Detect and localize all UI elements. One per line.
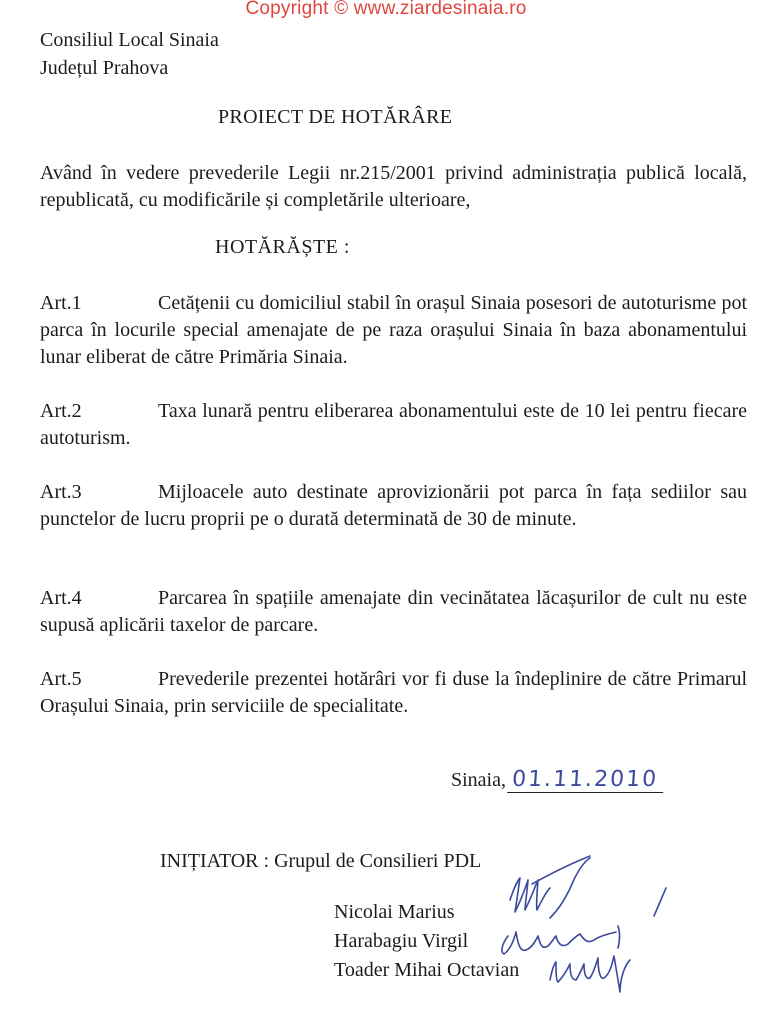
preamble-paragraph: Având în vedere prevederile Legii nr.215/2001 privind administrația publică locală, republicată, cu modificările și completările ulterioare,	[40, 162, 747, 211]
issuer-header	[40, 26, 219, 82]
article-label: Art.1	[40, 292, 82, 314]
initiator-line: INIȚIATOR : Grupul de Consilieri PDL	[160, 850, 482, 872]
article-text: Prevederile prezentei hotărâri vor fi duse la îndeplinire de către Primarul Orașului Sinaia, prin serviciile de specialitate.	[40, 668, 747, 717]
handwritten-signatures	[480, 840, 680, 1000]
article-text: Cetățenii cu domiciliul stabil în orașul Sinaia posesori de autoturisme pot parca în locurile special amenajate de pe raza orașului Sinaia în baza abonamentului lunar eliberat de către Primăria Sinaia.	[40, 292, 747, 368]
article-text: Mijloacele auto destinate aprovizionării pot parca în fața sediilor sau punctelor de lucru proprii pe o durată determinată de 30 de minute.	[40, 481, 747, 530]
place-and-date	[451, 768, 664, 793]
signature-mark	[654, 888, 666, 916]
place-name: Sinaia,	[451, 769, 506, 791]
council-name: Consiliul Local Sinaia	[40, 29, 219, 51]
article-5	[40, 666, 747, 720]
article-3	[40, 479, 747, 533]
signer-name: Harabagiu Virgil	[334, 930, 469, 952]
signature-mark	[510, 878, 550, 912]
signer-name: Toader Mihai Octavian	[334, 959, 520, 981]
article-label: Art.5	[40, 668, 82, 690]
decision-heading: HOTĂRĂȘTE :	[215, 236, 350, 258]
signer-name: Nicolai Marius	[334, 901, 455, 923]
article-label: Art.2	[40, 400, 82, 422]
copyright-watermark: Copyright © www.ziardesinaia.ro	[245, 0, 527, 19]
signature-mark	[550, 956, 630, 992]
article-1	[40, 290, 747, 371]
document-title: PROIECT DE HOTĂRÂRE	[218, 106, 453, 128]
signature-mark	[550, 858, 590, 918]
signature-mark	[532, 856, 590, 884]
signature-mark	[618, 926, 620, 948]
article-text: Taxa lunară pentru eliberarea abonamentului este de 10 lei pentru fiecare autoturism.	[40, 400, 747, 449]
signature-mark	[502, 932, 616, 954]
article-4	[40, 585, 747, 639]
county-name: Județul Prahova	[40, 57, 169, 79]
article-label: Art.3	[40, 481, 82, 503]
article-text: Parcarea în spațiile amenajate din vecinătatea lăcașurilor de cult nu este supusă aplicării taxelor de parcare.	[40, 587, 747, 636]
handwritten-date: 01.11.2010	[507, 768, 665, 793]
article-2	[40, 398, 747, 452]
article-label: Art.4	[40, 587, 82, 609]
